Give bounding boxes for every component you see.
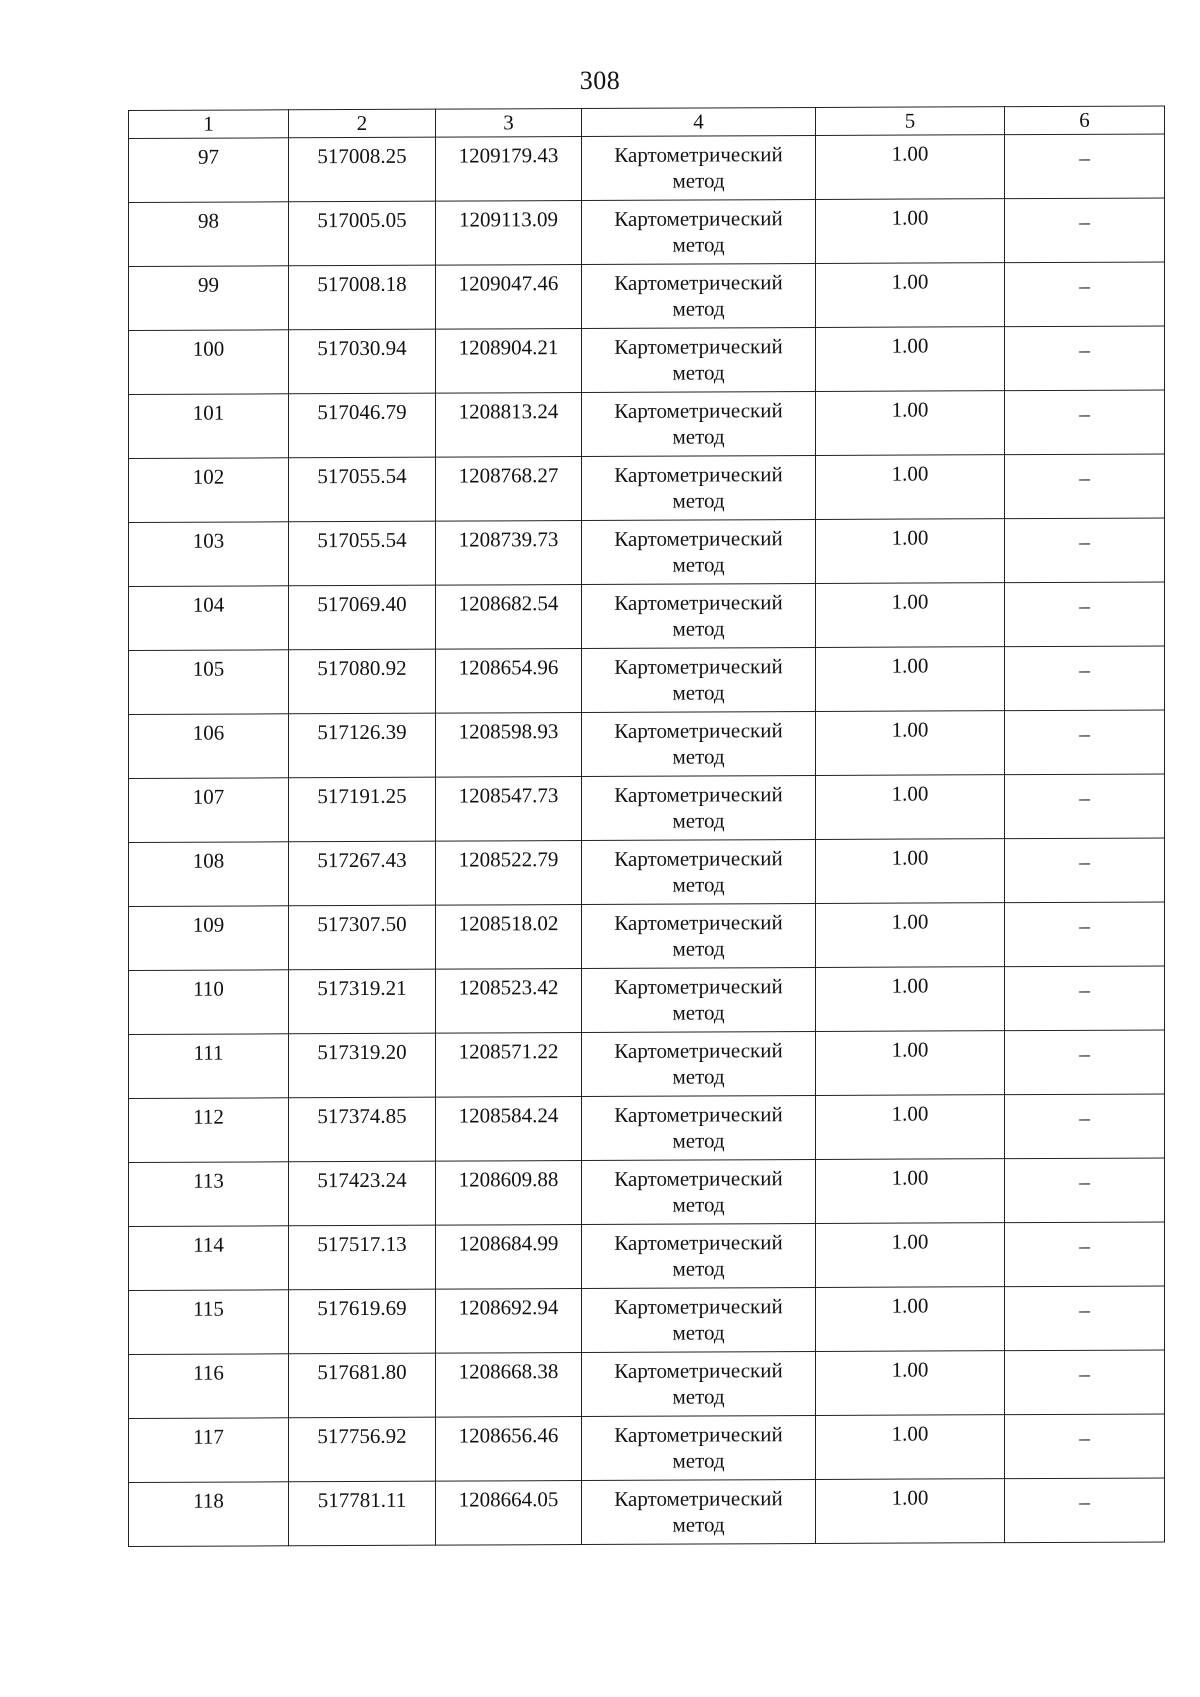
note-cell: – — [1005, 838, 1165, 903]
method-line-2: метод — [672, 296, 725, 321]
accuracy-cell: 1.00 — [816, 1095, 1005, 1160]
x-coordinate-cell: 517080.92 — [289, 649, 436, 714]
table-row — [129, 390, 1165, 459]
accuracy-cell: 1.00 — [816, 1287, 1005, 1352]
method-cell — [582, 648, 816, 713]
accuracy-cell: 1.00 — [816, 263, 1005, 328]
point-number-cell: 118 — [129, 1482, 289, 1547]
table-row — [129, 710, 1165, 779]
x-coordinate-cell: 517781.11 — [289, 1481, 436, 1546]
method-line-1: Картометрический — [614, 974, 783, 999]
note-cell: – — [1005, 1478, 1165, 1543]
method-line-2: метод — [672, 1064, 725, 1089]
method-line-1: Картометрический — [614, 846, 783, 871]
table-row — [129, 966, 1165, 1035]
method-cell — [582, 1032, 816, 1097]
x-coordinate-cell: 517055.54 — [289, 521, 436, 586]
table-row — [129, 838, 1165, 907]
method-line-2: метод — [672, 872, 725, 897]
accuracy-cell: 1.00 — [816, 1479, 1005, 1544]
method-line-1: Картометрический — [614, 1294, 783, 1319]
method-cell — [582, 968, 816, 1033]
method-line-1: Картометрический — [614, 590, 783, 615]
y-coordinate-cell: 1208739.73 — [436, 521, 582, 586]
accuracy-cell: 1.00 — [816, 455, 1005, 520]
accuracy-cell: 1.00 — [816, 583, 1005, 648]
x-coordinate-cell: 517008.25 — [289, 137, 436, 202]
point-number-cell: 116 — [129, 1354, 289, 1419]
point-number-cell: 110 — [129, 970, 289, 1035]
y-coordinate-cell: 1208692.94 — [436, 1289, 582, 1354]
method-line-1: Картометрический — [614, 718, 783, 743]
method-cell — [582, 904, 816, 969]
table-row — [129, 518, 1165, 587]
method-cell — [582, 840, 816, 905]
note-cell: – — [1005, 774, 1165, 839]
point-number-cell: 109 — [129, 906, 289, 971]
table-header-row — [129, 106, 1165, 139]
y-coordinate-cell: 1209113.09 — [436, 201, 582, 266]
note-cell: – — [1005, 262, 1165, 327]
method-line-1: Картометрический — [614, 654, 783, 679]
point-number-cell: 114 — [129, 1226, 289, 1291]
point-number-cell: 105 — [129, 650, 289, 715]
y-coordinate-cell: 1208522.79 — [436, 841, 582, 906]
point-number-cell: 107 — [129, 778, 289, 843]
method-line-1: Картометрический — [614, 206, 783, 231]
header-col-2: 2 — [289, 109, 436, 138]
x-coordinate-cell: 517374.85 — [289, 1097, 436, 1162]
method-line-1: Картометрический — [614, 526, 783, 551]
method-cell — [582, 1352, 816, 1417]
x-coordinate-cell: 517030.94 — [289, 329, 436, 394]
method-line-1: Картометрический — [614, 1038, 783, 1063]
point-number-cell: 100 — [129, 330, 289, 395]
y-coordinate-cell: 1208598.93 — [436, 713, 582, 778]
y-coordinate-cell: 1208584.24 — [436, 1097, 582, 1162]
accuracy-cell: 1.00 — [816, 711, 1005, 776]
accuracy-cell: 1.00 — [816, 1415, 1005, 1480]
method-line-1: Картометрический — [614, 142, 783, 167]
method-line-1: Картометрический — [614, 270, 783, 295]
point-number-cell: 97 — [129, 138, 289, 203]
x-coordinate-cell: 517126.39 — [289, 713, 436, 778]
method-line-2: метод — [672, 680, 725, 705]
note-cell: – — [1005, 902, 1165, 967]
y-coordinate-cell: 1208904.21 — [436, 329, 582, 394]
note-cell: – — [1005, 198, 1165, 263]
header-col-1: 1 — [129, 110, 289, 139]
method-cell — [582, 1224, 816, 1289]
accuracy-cell: 1.00 — [816, 327, 1005, 392]
method-line-1: Картометрический — [614, 910, 783, 935]
accuracy-cell: 1.00 — [816, 1223, 1005, 1288]
method-cell — [582, 712, 816, 777]
x-coordinate-cell: 517005.05 — [289, 201, 436, 266]
coordinates-table — [128, 105, 1165, 1547]
method-line-2: метод — [672, 1192, 725, 1217]
method-line-2: метод — [672, 1384, 725, 1409]
method-line-2: метод — [672, 1512, 725, 1537]
y-coordinate-cell: 1208664.05 — [436, 1481, 582, 1546]
method-line-1: Картометрический — [614, 1486, 783, 1511]
header-col-3: 3 — [436, 109, 582, 138]
method-line-1: Картометрический — [614, 462, 783, 487]
note-cell: – — [1005, 1286, 1165, 1351]
note-cell: – — [1005, 134, 1165, 199]
header-col-6: 6 — [1005, 106, 1165, 135]
method-line-2: метод — [672, 1256, 725, 1281]
note-cell: – — [1005, 1158, 1165, 1223]
table-row — [129, 902, 1165, 971]
note-cell: – — [1005, 646, 1165, 711]
accuracy-cell: 1.00 — [816, 903, 1005, 968]
y-coordinate-cell: 1208668.38 — [436, 1353, 582, 1418]
point-number-cell: 101 — [129, 394, 289, 459]
method-cell — [582, 584, 816, 649]
method-line-1: Картометрический — [614, 1166, 783, 1191]
method-cell — [582, 264, 816, 329]
note-cell: – — [1005, 1350, 1165, 1415]
header-col-4: 4 — [582, 108, 816, 137]
note-cell: – — [1005, 390, 1165, 455]
point-number-cell: 113 — [129, 1162, 289, 1227]
method-line-2: метод — [672, 744, 725, 769]
accuracy-cell: 1.00 — [816, 1159, 1005, 1224]
y-coordinate-cell: 1208682.54 — [436, 585, 582, 650]
method-cell — [582, 1096, 816, 1161]
method-line-1: Картометрический — [614, 334, 783, 359]
method-line-1: Картометрический — [614, 782, 783, 807]
x-coordinate-cell: 517619.69 — [289, 1289, 436, 1354]
method-cell — [582, 200, 816, 265]
method-line-1: Картометрический — [614, 1422, 783, 1447]
x-coordinate-cell: 517423.24 — [289, 1161, 436, 1226]
method-cell — [582, 392, 816, 457]
table-row — [129, 1158, 1165, 1227]
note-cell: – — [1005, 966, 1165, 1031]
method-cell — [582, 136, 816, 201]
method-line-2: метод — [672, 936, 725, 961]
method-line-2: метод — [672, 424, 725, 449]
y-coordinate-cell: 1208571.22 — [436, 1033, 582, 1098]
y-coordinate-cell: 1209047.46 — [436, 265, 582, 330]
note-cell: – — [1005, 326, 1165, 391]
note-cell: – — [1005, 710, 1165, 775]
point-number-cell: 112 — [129, 1098, 289, 1163]
accuracy-cell: 1.00 — [816, 1351, 1005, 1416]
method-cell — [582, 1288, 816, 1353]
method-line-2: метод — [672, 232, 725, 257]
method-line-2: метод — [672, 616, 725, 641]
accuracy-cell: 1.00 — [816, 519, 1005, 584]
x-coordinate-cell: 517191.25 — [289, 777, 436, 842]
method-line-2: метод — [672, 1128, 725, 1153]
method-cell — [582, 456, 816, 521]
accuracy-cell: 1.00 — [816, 839, 1005, 904]
method-cell — [582, 520, 816, 585]
x-coordinate-cell: 517517.13 — [289, 1225, 436, 1290]
method-line-1: Картометрический — [614, 1230, 783, 1255]
note-cell: – — [1005, 1414, 1165, 1479]
y-coordinate-cell: 1208609.88 — [436, 1161, 582, 1226]
point-number-cell: 103 — [129, 522, 289, 587]
method-line-2: метод — [672, 1000, 725, 1025]
table-row — [129, 262, 1165, 331]
point-number-cell: 104 — [129, 586, 289, 651]
x-coordinate-cell: 517319.20 — [289, 1033, 436, 1098]
table-row — [129, 1350, 1165, 1419]
x-coordinate-cell: 517681.80 — [289, 1353, 436, 1418]
accuracy-cell: 1.00 — [816, 199, 1005, 264]
note-cell: – — [1005, 518, 1165, 583]
table-row — [129, 454, 1165, 523]
y-coordinate-cell: 1208654.96 — [436, 649, 582, 714]
table-row — [129, 1094, 1165, 1163]
method-line-2: метод — [672, 1448, 725, 1473]
x-coordinate-cell: 517319.21 — [289, 969, 436, 1034]
method-line-2: метод — [672, 552, 725, 577]
table-body — [129, 134, 1165, 1547]
table-row — [129, 198, 1165, 267]
table-row — [129, 774, 1165, 843]
point-number-cell: 111 — [129, 1034, 289, 1099]
method-line-1: Картометрический — [614, 1358, 783, 1383]
method-cell — [582, 776, 816, 841]
x-coordinate-cell: 517008.18 — [289, 265, 436, 330]
note-cell: – — [1005, 582, 1165, 647]
method-cell — [582, 1160, 816, 1225]
method-line-1: Картометрический — [614, 398, 783, 423]
table-row — [129, 134, 1165, 203]
accuracy-cell: 1.00 — [816, 135, 1005, 200]
y-coordinate-cell: 1208523.42 — [436, 969, 582, 1034]
table-row — [129, 582, 1165, 651]
point-number-cell: 102 — [129, 458, 289, 523]
x-coordinate-cell: 517307.50 — [289, 905, 436, 970]
accuracy-cell: 1.00 — [816, 1031, 1005, 1096]
table-row — [129, 1286, 1165, 1355]
accuracy-cell: 1.00 — [816, 391, 1005, 456]
table-row — [129, 1414, 1165, 1483]
page-number: 308 — [579, 66, 621, 95]
table-row — [129, 1030, 1165, 1099]
method-line-1: Картометрический — [614, 1102, 783, 1127]
point-number-cell: 108 — [129, 842, 289, 907]
note-cell: – — [1005, 1222, 1165, 1287]
table-row — [129, 326, 1165, 395]
accuracy-cell: 1.00 — [816, 967, 1005, 1032]
y-coordinate-cell: 1208518.02 — [436, 905, 582, 970]
note-cell: – — [1005, 1030, 1165, 1095]
accuracy-cell: 1.00 — [816, 775, 1005, 840]
x-coordinate-cell: 517046.79 — [289, 393, 436, 458]
method-line-2: метод — [672, 808, 725, 833]
point-number-cell: 99 — [129, 266, 289, 331]
x-coordinate-cell: 517069.40 — [289, 585, 436, 650]
y-coordinate-cell: 1208813.24 — [436, 393, 582, 458]
method-line-2: метод — [672, 488, 725, 513]
note-cell: – — [1005, 1094, 1165, 1159]
y-coordinate-cell: 1208656.46 — [436, 1417, 582, 1482]
point-number-cell: 98 — [129, 202, 289, 267]
table-row — [129, 1222, 1165, 1291]
point-number-cell: 115 — [129, 1290, 289, 1355]
method-cell — [582, 328, 816, 393]
method-cell — [582, 1480, 816, 1545]
note-cell: – — [1005, 454, 1165, 519]
method-cell — [582, 1416, 816, 1481]
method-line-2: метод — [672, 1320, 725, 1345]
x-coordinate-cell: 517055.54 — [289, 457, 436, 522]
header-col-5: 5 — [816, 107, 1005, 136]
y-coordinate-cell: 1209179.43 — [436, 137, 582, 202]
y-coordinate-cell: 1208684.99 — [436, 1225, 582, 1290]
method-line-2: метод — [672, 360, 725, 385]
table-row — [129, 646, 1165, 715]
point-number-cell: 117 — [129, 1418, 289, 1483]
x-coordinate-cell: 517267.43 — [289, 841, 436, 906]
method-line-2: метод — [672, 168, 725, 193]
x-coordinate-cell: 517756.92 — [289, 1417, 436, 1482]
point-number-cell: 106 — [129, 714, 289, 779]
y-coordinate-cell: 1208547.73 — [436, 777, 582, 842]
y-coordinate-cell: 1208768.27 — [436, 457, 582, 522]
accuracy-cell: 1.00 — [816, 647, 1005, 712]
table-row — [129, 1478, 1165, 1547]
